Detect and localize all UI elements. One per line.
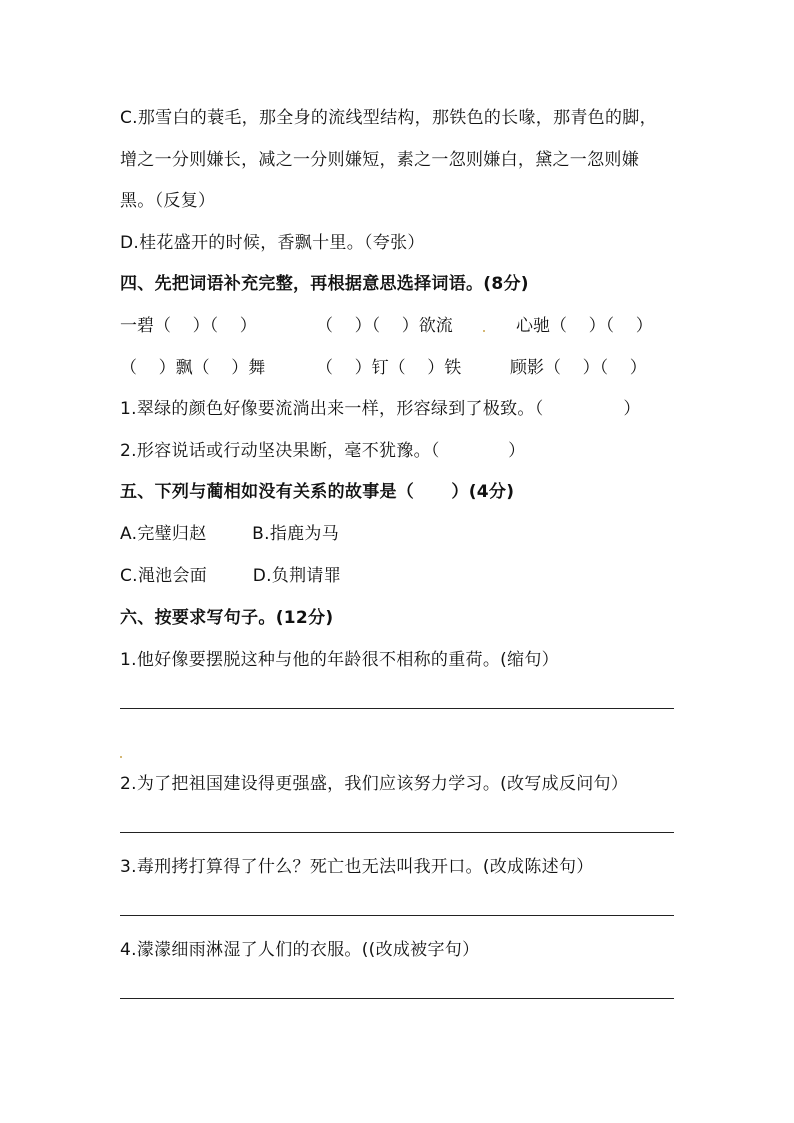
- section-5-heading: 五、下列与蔺相如没有关系的故事是（ ）(4分): [120, 482, 515, 502]
- section-6-heading: 六、按要求写句子。(12分): [120, 608, 334, 628]
- idiom-row-2: [120, 356, 680, 380]
- idiom-row-1: [120, 314, 680, 338]
- idiom-blank: （ ）钉（ ）铁: [316, 358, 462, 378]
- idiom-blank: 顾影（ ）（ ）: [510, 358, 647, 378]
- section-4-item-2: 2.形容说话或行动坚决果断，毫不犹豫。（ ）: [120, 441, 526, 461]
- idiom-blank: 一碧（ ）（ ）: [120, 316, 257, 336]
- option-c-line-3: 黑。（反复）: [120, 191, 216, 211]
- section-6-item-3: 3.毒刑拷打算得了什么？死亡也无法叫我开口。(改成陈述句）: [120, 857, 594, 877]
- answer-line: [120, 915, 674, 916]
- answer-line: [120, 832, 674, 833]
- section-4-heading: 四、先把词语补充完整，再根据意思选择词语。(8分): [120, 274, 529, 294]
- answer-line: [120, 998, 674, 999]
- idiom-blank: 心驰（ ）（ ）: [516, 316, 653, 336]
- section-6-item-4: 4.濛濛细雨淋湿了人们的衣服。((改成被字句）: [120, 940, 480, 960]
- idiom-blank: （ ）飘（ ）舞: [120, 358, 266, 378]
- option-c-line-1: C.那雪白的蓑毛，那全身的流线型结构，那铁色的长喙，那青色的脚，: [120, 108, 657, 128]
- section-6-item-2: 2.为了把祖国建设得更强盛，我们应该努力学习。(改写成反问句）: [120, 774, 629, 794]
- section-5-options-row-1: A.完璧归赵 B.指鹿为马: [120, 524, 340, 544]
- section-6-item-1: 1.他好像要摆脱这种与他的年龄很不相称的重荷。(缩句）: [120, 650, 559, 670]
- answer-line: [120, 708, 674, 709]
- stray-dot: [120, 756, 122, 758]
- option-d-line: D.桂花盛开的时候，香飘十里。（夸张）: [120, 233, 425, 253]
- section-5-options-row-2: C.渑池会面 D.负荆请罪: [120, 566, 341, 586]
- option-c-line-2: 增之一分则嫌长，减之一分则嫌短，素之一忽则嫌白，黛之一忽则嫌: [120, 150, 639, 170]
- idiom-blank: （ ）（ ）欲流: [316, 316, 453, 336]
- stray-dot: [483, 330, 485, 332]
- section-4-item-1: 1.翠绿的颜色好像要流淌出来一样，形容绿到了极致。（ ）: [120, 399, 641, 419]
